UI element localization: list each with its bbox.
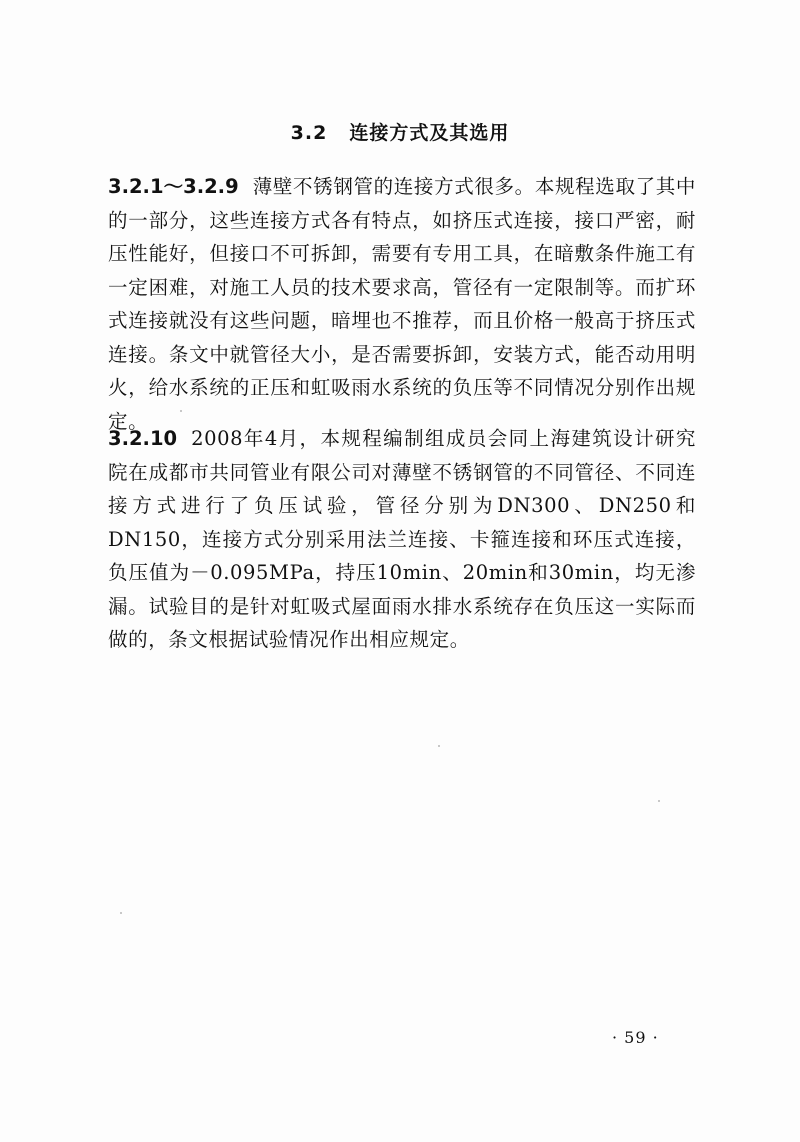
scan-speck <box>120 912 122 914</box>
clause-number: 3.2.10 <box>108 427 178 450</box>
clause-number: 3.2.1～3.2.9 <box>108 175 239 198</box>
section-title: 连接方式及其选用 <box>349 122 510 144</box>
paragraph-text: 2008年4月，本规程编制组成员会同上海建筑设计研究院在成都市共同管业有限公司对薄壁不锈钢管的不同管径、不同连接方式进行了负压试验，管径分别为DN300、DN250和DN150，连接方式分别采用法兰连接、卡箍连接和环压式连接，负压值为－0.095MPa，持压10min、20min和30min，均无渗漏。试验目的是针对虹吸式屋面雨水排水系统存在负压这一实际而做的，条文根据试验情况作出相应规定。 <box>108 427 696 651</box>
scan-speck <box>658 800 660 802</box>
scan-speck <box>438 745 440 747</box>
paragraph-3-2-10 <box>108 422 696 657</box>
scan-speck <box>180 410 182 412</box>
paragraph-3-2-1-to-3-2-9 <box>108 170 696 438</box>
section-number: 3.2 <box>290 122 328 144</box>
section-heading <box>0 118 800 145</box>
paragraph-text: 薄壁不锈钢管的连接方式很多。本规程选取了其中的一部分，这些连接方式各有特点，如挤压式连接，接口严密，耐压性能好，但接口不可拆卸，需要有专用工具，在暗敷条件施工有一定困难，对施工人员的技术要求高，管径有一定限制等。而扩环式连接就没有这些问题，暗埋也不推荐，而且价格一般高于挤压式连接。条文中就管径大小，是否需要拆卸，安装方式，能否动用明火，给水系统的正压和虹吸雨水系统的负压等不同情况分别作出规定。 <box>108 175 697 433</box>
page-number: · 59 · <box>612 1028 659 1047</box>
